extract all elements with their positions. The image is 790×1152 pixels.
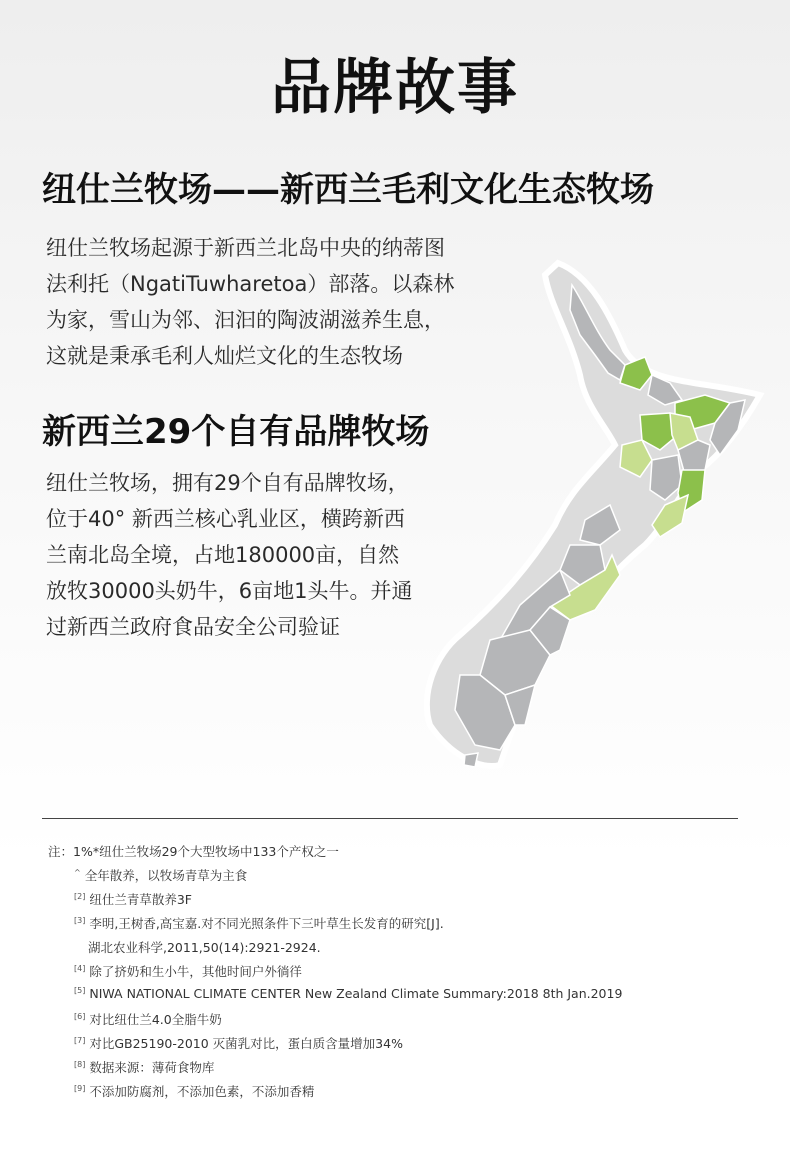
note-marker: [6]	[74, 1011, 86, 1021]
note-marker: [5]	[74, 986, 86, 995]
note-item	[74, 866, 247, 884]
section-title-ranch: 纽仕兰牧场——新西兰毛利文化生态牧场	[42, 170, 654, 210]
note-item	[74, 1058, 214, 1076]
note-text: 湖北农业科学,2011,50(14):2921-2924.	[88, 940, 321, 955]
note-item	[74, 1082, 314, 1100]
paragraph-line: 过新西兰政府食品安全公司验证	[46, 615, 340, 639]
note-marker: [3]	[74, 915, 86, 925]
note-item	[74, 914, 444, 932]
paragraph-line: 法利托（NgatiTuwharetoa）部落。以森林	[46, 272, 455, 296]
note-text: 除了挤奶和生小牛，其他时间户外徜徉	[89, 964, 302, 979]
note-item	[74, 1010, 222, 1028]
section-title-farms: 新西兰29个自有品牌牧场	[42, 412, 430, 452]
new-zealand-map	[420, 255, 790, 775]
stewart-island	[464, 753, 478, 767]
paragraph-line: 这就是秉承毛利人灿烂文化的生态牧场	[46, 344, 403, 368]
note-item	[74, 986, 622, 1001]
note-marker: [9]	[74, 1083, 86, 1093]
note-text: 对比GB25190-2010 灭菌乳对比，蛋白质含量增加34%	[89, 1036, 403, 1051]
note-item	[74, 962, 302, 980]
farms-paragraph	[46, 465, 466, 645]
paragraph-line: 位于40° 新西兰核心乳业区，横跨新西	[46, 507, 405, 531]
note-marker: ^	[74, 867, 81, 877]
paragraph-line: 放牧30000头奶牛，6亩地1头牛。并通	[46, 579, 413, 603]
note-item	[74, 1034, 403, 1052]
paragraph-line: 纽仕兰牧场，拥有29个自有品牌牧场，	[46, 471, 409, 495]
note-text: 李明,王树香,高宝嘉.对不同光照条件下三叶草生长发育的研究[J].	[89, 916, 444, 931]
page-title: 品牌故事	[271, 53, 519, 123]
note-marker: [7]	[74, 1035, 86, 1045]
note-marker: [2]	[74, 891, 86, 901]
paragraph-line: 为家，雪山为邻、汩汩的陶波湖滋养生息，	[46, 308, 445, 332]
note-marker: [8]	[74, 1059, 86, 1069]
note-item	[88, 938, 321, 956]
note-text: 全年散养，以牧场青草为主食	[84, 868, 248, 883]
note-item	[48, 842, 339, 860]
note-text: 对比纽仕兰4.0全脂牛奶	[89, 1012, 222, 1027]
note-text: NIWA NATIONAL CLIMATE CENTER New Zealand Climate Summary:2018 8th Jan.2019	[89, 986, 623, 1002]
note-item	[74, 890, 192, 908]
paragraph-line: 兰南北岛全境，占地180000亩，自然	[46, 543, 400, 567]
paragraph-line: 纽仕兰牧场起源于新西兰北岛中央的纳蒂图	[46, 236, 445, 260]
note-marker: [4]	[74, 963, 86, 973]
notes-divider	[42, 818, 738, 819]
note-text: 数据来源：薄荷食物库	[89, 1060, 215, 1075]
note-text: 不添加防腐剂，不添加色素，不添加香精	[89, 1084, 315, 1099]
note-text: 注：1%*纽仕兰牧场29个大型牧场中133个产权之一	[48, 844, 339, 859]
note-text: 纽仕兰青草散养3F	[89, 892, 192, 907]
